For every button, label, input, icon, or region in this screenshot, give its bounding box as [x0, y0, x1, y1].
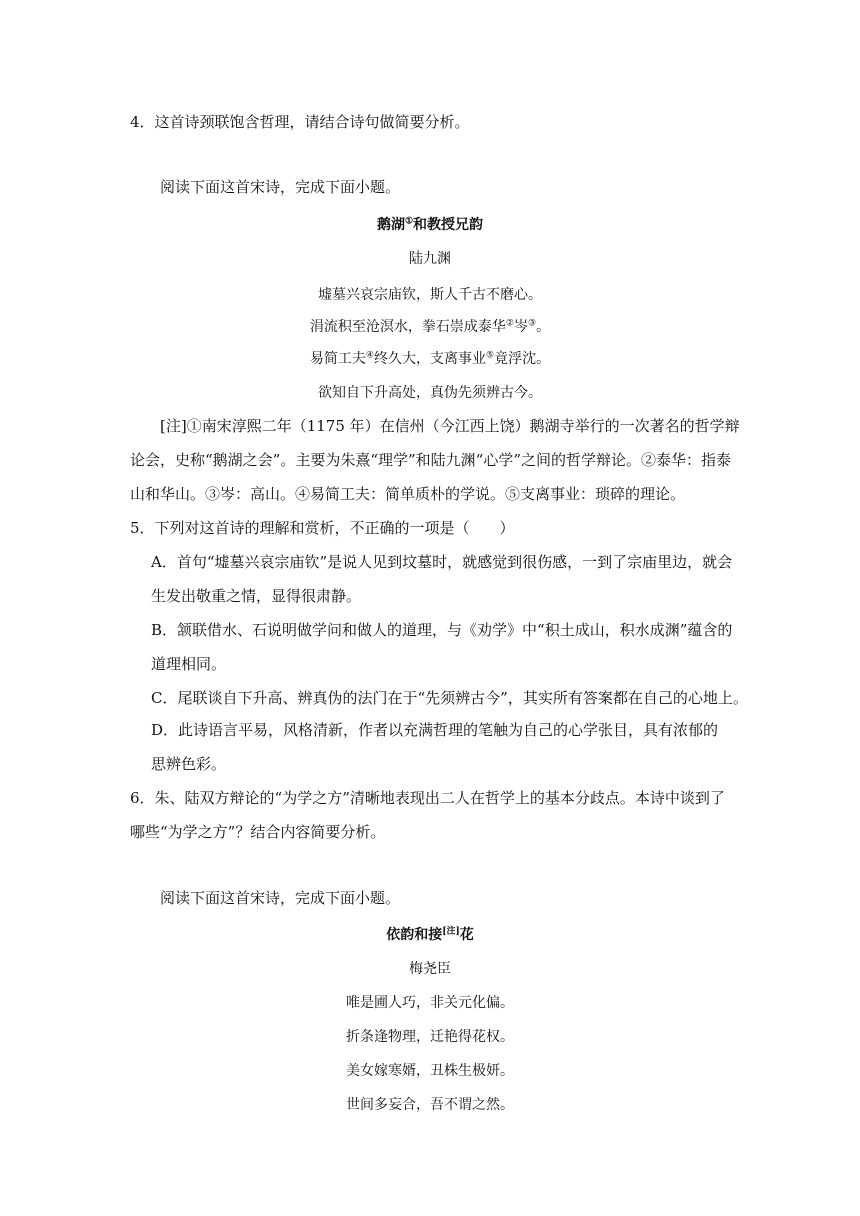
poem-2-author: 梅尧臣 [409, 961, 451, 977]
poem-1-line: 易简工夫④终久大，支离事业⑤竟浮沈。 [309, 350, 551, 367]
poem-2-title: 依韵和接[注]花 [386, 926, 474, 943]
option-b: B．颔联借水、石说明做学问和做人的道理，与《劝学》中“积土成山，积水成渊”蕴含的 [151, 621, 733, 639]
passage-1-intro: 阅读下面这首宋诗，完成下面小题。 [160, 178, 401, 196]
poem-1-author: 陆九渊 [409, 251, 451, 267]
poem-1-note: 论会，史称“鹅湖之会”。主要为朱熹“理学”和陆九渊“心学”之间的哲学辩论。②泰华：指泰 [130, 451, 732, 469]
option-a: A．首句“墟墓兴哀宗庙钦”是说人见到坟墓时，就感觉到很伤感，一到了宗庙里边，就会 [151, 553, 733, 571]
option-b: 道理相同。 [151, 655, 227, 673]
option-d: 思辨色彩。 [151, 755, 227, 773]
poem-2-line: 唯是圃人巧，非关元化偏。 [346, 995, 514, 1011]
poem-2-line: 世间多妄合，吾不谓之然。 [346, 1097, 514, 1113]
poem-1-line: 欲知自下升高处，真伪先须辨古今。 [318, 385, 542, 401]
question-5-stem: 5．下列对这首诗的理解和赏析，不正确的一项是（ ） [130, 519, 515, 537]
option-c: C．尾联谈自下升高、辨真伪的法门在于“先须辨古今”，其实所有答案都在自己的心地上。 [151, 689, 748, 707]
poem-1-note: [注]①南宋淳熙二年（1175 年）在信州（今江西上饶）鹅湖寺举行的一次著名的哲学辩 [160, 417, 740, 435]
question-6: 哪些“为学之方”？结合内容简要分析。 [130, 823, 386, 841]
poem-1-note: 山和华山。③岑：高山。④易简工夫：简单质朴的学说。⑤支离事业：琐碎的理论。 [130, 485, 686, 503]
poem-2-line: 折条逢物理，迁艳得花权。 [346, 1029, 514, 1045]
question-4: 4．这首诗颈联饱含哲理，请结合诗句做简要分析。 [130, 113, 470, 131]
poem-2-line: 美女嫁寒婿，丑株生极妍。 [346, 1063, 514, 1079]
poem-1-line: 墟墓兴哀宗庙钦，斯人千古不磨心。 [318, 287, 542, 303]
option-a: 生发出敬重之情，显得很肃静。 [151, 587, 362, 605]
poem-1-title: 鹅湖①和教授兄韵 [376, 216, 484, 233]
passage-2-intro: 阅读下面这首宋诗，完成下面小题。 [160, 889, 401, 907]
option-d: D．此诗语言平易，风格清新，作者以充满哲理的笔触为自己的心学张目，具有浓郁的 [151, 721, 719, 739]
question-6: 6．朱、陆双方辩论的“为学之方”清晰地表现出二人在哲学上的基本分歧点。本诗中谈到了 [130, 789, 725, 807]
poem-1-line: 涓流积至沧溟水，拳石崇成泰华②岑③。 [309, 318, 551, 335]
